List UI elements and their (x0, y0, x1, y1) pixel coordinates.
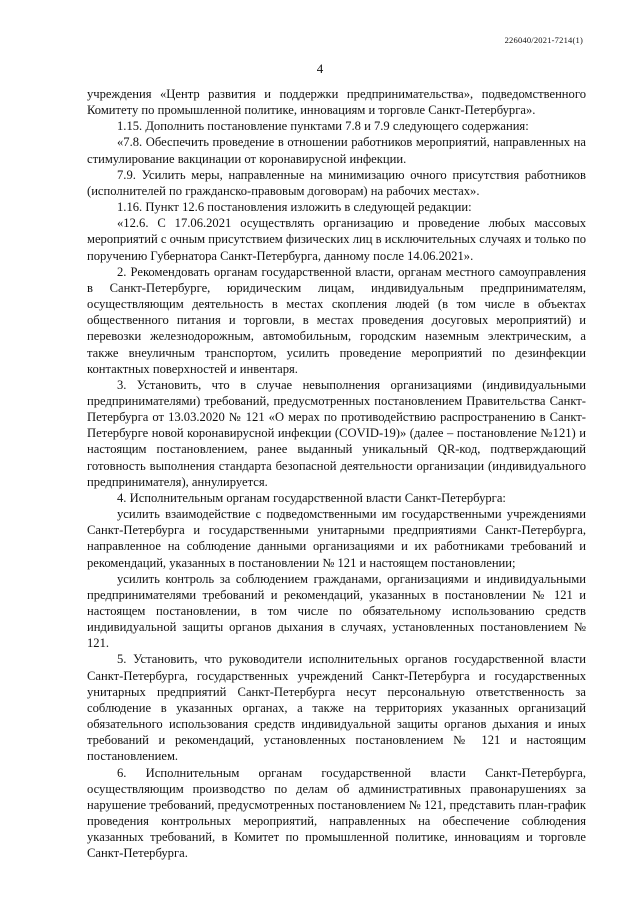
paragraph: усилить контроль за соблюдением гражданами, организациями и индивидуальными предпринимателями требований и рекомендаций, указанных в постановлении № 121 и настоящем постановлении, в том числе по обязательному использованию средств индивидуальной защиты органов дыхания в случаях, установленных постановлением № 121. (87, 571, 586, 651)
paragraph: 1.15. Дополнить постановление пунктами 7.8 и 7.9 следующего содержания: (117, 119, 529, 134)
paragraph: 2. Рекомендовать органам государственной власти, органам местного самоуправления в Санкт-Петербурге, юридическим лицам, индивидуальным предпринимателям, осуществляющим деятельность в местах скопления людей (в том числе в объектах общественного питания и торговли, в местах проведения досуговых мероприятий) и перевозки железнодорожным, автомобильным, городским наземным электрическим, а также внеуличным транспортом, усилить проведение мероприятий по дезинфекции контактных поверхностей и инвентаря. (87, 264, 586, 376)
paragraph: 5. Установить, что руководители исполнительных органов государственной власти Санкт-Петербурга, государственных учреждений Санкт-Петербурга и государственных унитарных предприятий Санкт-Петербурга несут персональную ответственность за соблюдение в указанных органах, а также на территориях указанных организаций обязательного использования средств индивидуальной защиты органов дыхания и иных требований и рекомендаций, установленных постановлением № 121 и настоящим постановлением. (87, 652, 586, 764)
paragraph: усилить взаимодействие с подведомственными им государственными учреждениями Санкт-Петербурга и государственными унитарными предприятиями Санкт-Петербурга, направленное на соблюдение данными организациями и их работниками требований и рекомендаций, указанных в постановлении № 121 и настоящем постановлении; (87, 507, 586, 570)
page-number: 4 (316, 61, 324, 76)
paragraph: «7.8. Обеспечить проведение в отношении работников мероприятий, направленных на стимулирование вакцинации от коронавирусной инфекции. (87, 135, 586, 166)
paragraph: 7.9. Усилить меры, направленные на минимизацию очного присутствия работников (исполнителей по гражданско-правовым договорам) на рабочих местах». (87, 167, 586, 198)
paragraph: 1.16. Пункт 12.6 постановления изложить в следующей редакции: (117, 200, 472, 215)
paragraph: «12.6. С 17.06.2021 осуществлять организацию и проведение любых массовых мероприятий с очным присутствием физических лиц в исключительных случаях и только по поручению Губернатора Санкт-Петербурга, данному после 14.06.2021». (87, 216, 586, 263)
paragraph: 6. Исполнительным органам государственной власти Санкт-Петербурга, осуществляющим производство по делам об административных правонарушениях за нарушение требований, предусмотренных постановлением № 121, представить план-график проведения контрольных мероприятий, направленных на обеспечение соблюдения указанных требований, в Комитет по промышленной политике, инновациям и торговле Санкт-Петербурга. (87, 765, 586, 861)
document-body (87, 86, 586, 862)
paragraph: учреждения «Центр развития и поддержки предпринимательства», подведомственного Комитету по промышленной политике, инновациям и торговле Санкт-Петербурга». (87, 87, 586, 118)
document-number: 226040/2021-7214(1) (504, 35, 583, 45)
paragraph: 4. Исполнительным органам государственной власти Санкт-Петербурга: (117, 490, 506, 505)
paragraph: 3. Установить, что в случае невыполнения организациями (индивидуальными предпринимателями) требований, предусмотренных постановлением Правительства Санкт-Петербурга от 13.03.2020 № 121 «О мерах по противодействию распространению в Санкт-Петербурге новой коронавирусной инфекции (COVID-19)» (далее – постановление №121) и настоящим постановлением, ранее выданный уникальный QR-код, подтверждающий готовность выполнения стандарта безопасной деятельности организации (индивидуального предпринимателя), аннулируется. (87, 377, 586, 489)
